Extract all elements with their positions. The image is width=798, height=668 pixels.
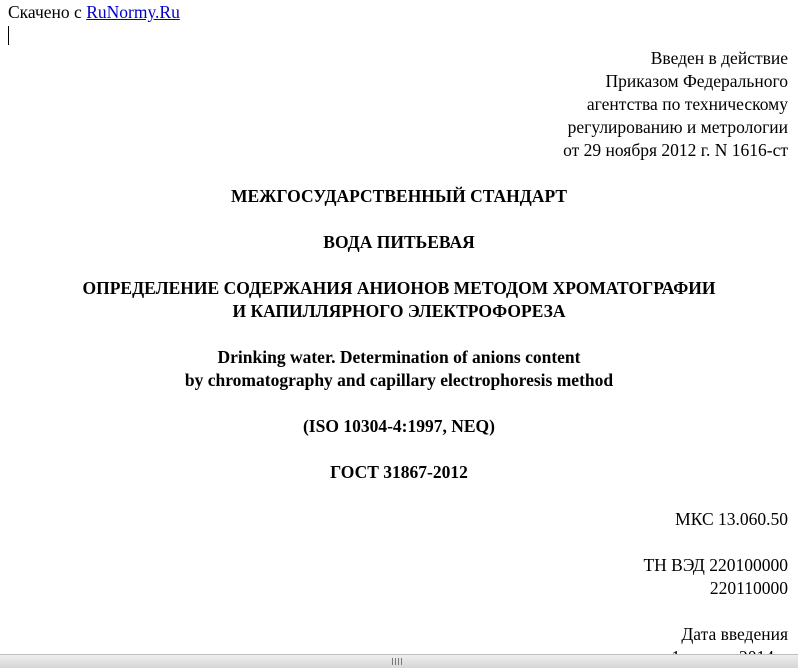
- intro-line-1: Введен в действие: [650, 48, 788, 68]
- text-caret: [8, 26, 9, 45]
- gost-number: ГОСТ 31867-2012: [330, 462, 468, 482]
- source-link[interactable]: RuNormy.Ru: [86, 2, 180, 22]
- intro-date-label: Дата введения: [681, 624, 788, 644]
- intro-line-2: Приказом Федерального: [605, 71, 788, 91]
- subject-heading: ВОДА ПИТЬЕВАЯ: [323, 232, 475, 252]
- tnved-code-1: ТН ВЭД 220100000: [643, 555, 788, 575]
- title-line-2: И КАПИЛЛЯРНОГО ЭЛЕКТРОФОРЕЗА: [232, 301, 566, 321]
- horizontal-scrollbar[interactable]: [0, 654, 798, 668]
- intro-line-4: регулированию и метрологии: [567, 117, 788, 137]
- intro-line-5: от 29 ноября 2012 г. N 1616-ст: [563, 140, 788, 160]
- grip-lines-icon[interactable]: [392, 658, 404, 665]
- title-line-1: ОПРЕДЕЛЕНИЕ СОДЕРЖАНИЯ АНИОНОВ МЕТОДОМ ХРОМАТОГРАФИИ: [82, 278, 716, 298]
- iso-reference: (ISO 10304-4:1997, NEQ): [302, 416, 495, 436]
- source-prefix: Скачено с: [8, 2, 87, 22]
- intro-line-3: агентства по техническому: [586, 94, 788, 114]
- mks-code: МКС 13.060.50: [675, 509, 788, 529]
- english-title-line-2: by chromatography and capillary electrophoresis method: [184, 370, 614, 390]
- standard-type-heading: МЕЖГОСУДАРСТВЕННЫЙ СТАНДАРТ: [230, 186, 568, 206]
- source-note: [8, 1, 180, 23]
- tnved-code-2: 220110000: [709, 578, 788, 598]
- english-title-line-1: Drinking water. Determination of anions content: [217, 347, 581, 367]
